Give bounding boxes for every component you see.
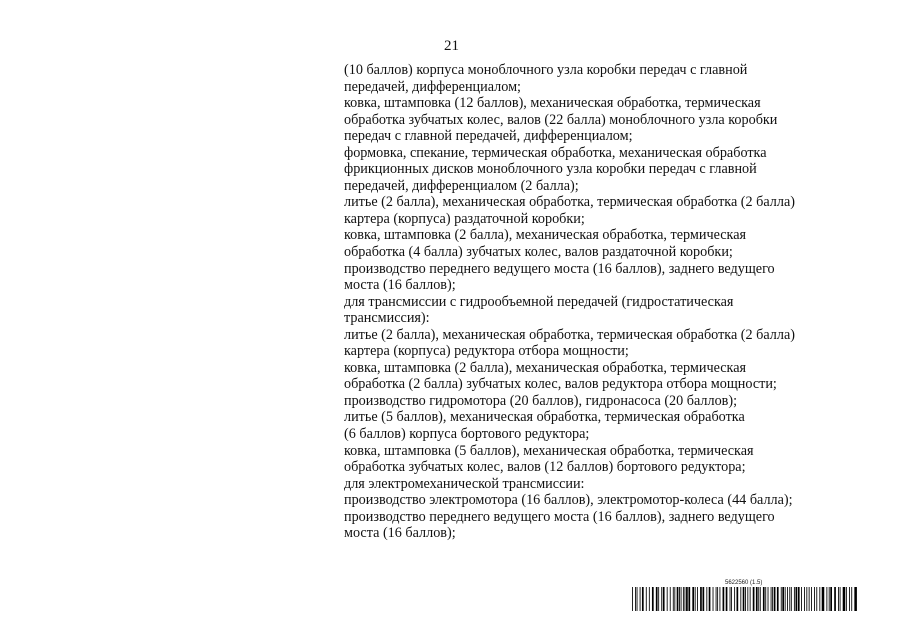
text-line: формовка, спекание, термическая обработка, механическая обработка (344, 144, 767, 161)
text-line: обработка зубчатых колес, валов (22 балла) моноблочного узла коробки (344, 111, 778, 128)
text-line: производство переднего ведущего моста (16 баллов), заднего ведущего (344, 260, 775, 277)
body-text (344, 62, 844, 542)
text-line: ковка, штамповка (5 баллов), механическая обработка, термическая (344, 442, 754, 459)
text-line: моста (16 баллов); (344, 277, 456, 294)
text-line: фрикционных дисков моноблочного узла коробки передач с главной (344, 161, 757, 178)
text-line: ковка, штамповка (12 баллов), механическая обработка, термическая (344, 95, 761, 112)
text-line: литье (2 балла), механическая обработка, термическая обработка (2 балла) (344, 194, 795, 211)
text-line: для трансмиссии с гидрообъемной передачей (гидростатическая (344, 293, 734, 310)
text-line: обработка (4 балла) зубчатых колес, валов раздаточной коробки; (344, 244, 733, 261)
text-line: производство переднего ведущего моста (16 баллов), заднего ведущего (344, 508, 775, 525)
text-line: (10 баллов) корпуса моноблочного узла коробки передач с главной (344, 62, 748, 78)
text-line: картера (корпуса) редуктора отбора мощности; (344, 343, 629, 360)
text-line: производство электромотора (16 баллов), электромотор-колеса (44 балла); (344, 492, 793, 509)
text-line: литье (5 баллов), механическая обработка, термическая обработка (344, 409, 745, 426)
text-line: (6 баллов) корпуса бортового редуктора; (344, 426, 590, 443)
text-line: производство гидромотора (20 баллов), гидронасоса (20 баллов); (344, 392, 738, 409)
text-line: для электромеханической трансмиссии: (344, 475, 585, 492)
text-line: трансмиссия): (344, 310, 430, 327)
text-line: картера (корпуса) раздаточной коробки; (344, 210, 585, 227)
text-line: ковка, штамповка (2 балла), механическая обработка, термическая (344, 359, 747, 376)
barcode-icon (632, 587, 860, 611)
text-line: моста (16 баллов); (344, 525, 456, 542)
document-code: 5622560 (1.5) (725, 580, 763, 586)
text-line: обработка зубчатых колес, валов (12 баллов) бортового редуктора; (344, 459, 746, 476)
text-line: ковка, штамповка (2 балла), механическая обработка, термическая (344, 227, 747, 244)
text-line: литье (2 балла), механическая обработка, термическая обработка (2 балла) (344, 326, 795, 343)
text-line: передачей, дифференциалом (2 балла); (344, 177, 579, 194)
text-line: обработка (2 балла) зубчатых колес, валов редуктора отбора мощности; (344, 376, 777, 393)
text-line: передачей, дифференциалом; (344, 78, 521, 95)
text-line: передач с главной передачей, дифференциалом; (344, 128, 633, 145)
page-number: 21 (444, 38, 459, 54)
